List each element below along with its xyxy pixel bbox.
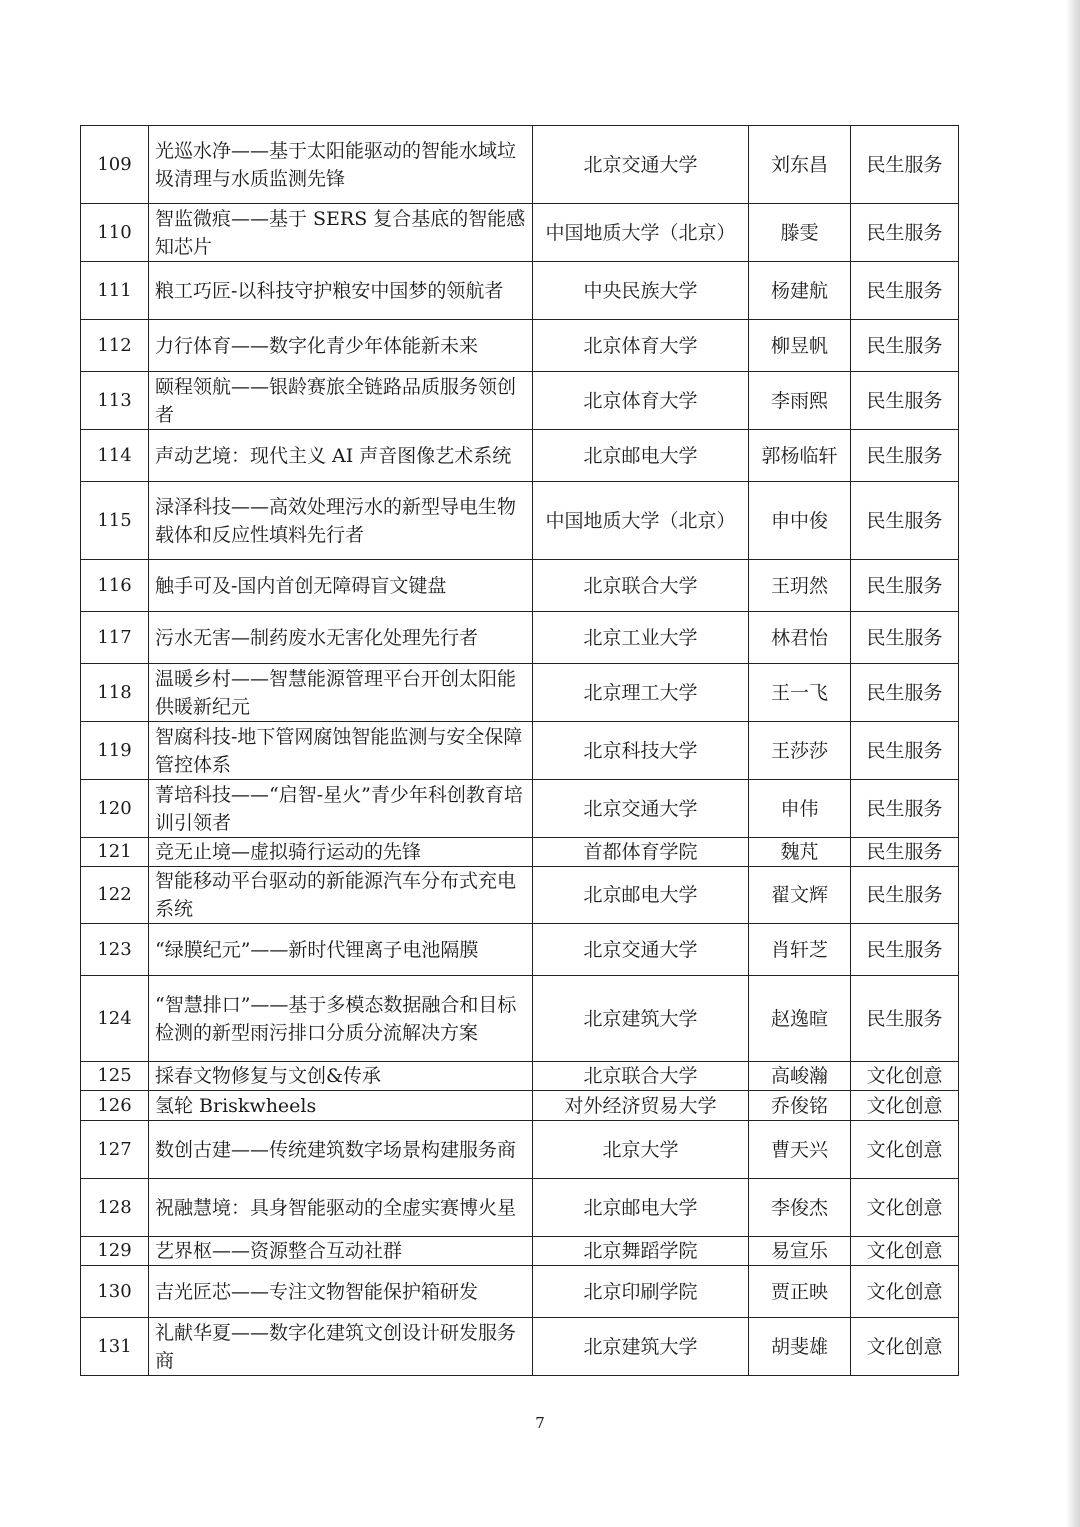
- row-number: 117: [81, 612, 149, 664]
- table-row: [81, 924, 959, 976]
- school-name: 中国地质大学（北京）: [533, 482, 749, 560]
- table-row: [81, 1237, 959, 1266]
- category-label: 民生服务: [851, 838, 959, 867]
- row-number: 131: [81, 1318, 149, 1376]
- leader-name: 王莎莎: [749, 722, 851, 780]
- leader-name: 李雨熙: [749, 372, 851, 430]
- school-name: 北京体育大学: [533, 320, 749, 372]
- leader-name: 魏芃: [749, 838, 851, 867]
- table-row: [81, 664, 959, 722]
- category-label: 民生服务: [851, 430, 959, 482]
- leader-name: 赵逸暄: [749, 976, 851, 1062]
- project-title: 智腐科技-地下管网腐蚀智能监测与安全保障管控体系: [149, 722, 533, 780]
- row-number: 122: [81, 867, 149, 924]
- table-row: [81, 1318, 959, 1376]
- school-name: 北京体育大学: [533, 372, 749, 430]
- category-label: 文化创意: [851, 1179, 959, 1237]
- category-label: 文化创意: [851, 1062, 959, 1091]
- project-title: 温暖乡村——智慧能源管理平台开创太阳能供暖新纪元: [149, 664, 533, 722]
- school-name: 北京建筑大学: [533, 1318, 749, 1376]
- category-label: 文化创意: [851, 1237, 959, 1266]
- category-label: 文化创意: [851, 1318, 959, 1376]
- school-name: 中央民族大学: [533, 262, 749, 320]
- leader-name: 郭杨临轩: [749, 430, 851, 482]
- project-title: “智慧排口”——基于多模态数据融合和目标检测的新型雨污排口分质分流解决方案: [149, 976, 533, 1062]
- table-row: [81, 1062, 959, 1091]
- table-row: [81, 430, 959, 482]
- leader-name: 乔俊铭: [749, 1091, 851, 1121]
- row-number: 126: [81, 1091, 149, 1121]
- table-row: [81, 838, 959, 867]
- category-label: 民生服务: [851, 372, 959, 430]
- school-name: 北京大学: [533, 1121, 749, 1179]
- leader-name: 林君怡: [749, 612, 851, 664]
- project-title: 污水无害—制药废水无害化处理先行者: [149, 612, 533, 664]
- row-number: 112: [81, 320, 149, 372]
- category-label: 文化创意: [851, 1266, 959, 1318]
- category-label: 民生服务: [851, 664, 959, 722]
- project-title: 菁培科技——“启智-星火”青少年科创教育培训引领者: [149, 780, 533, 838]
- category-label: 民生服务: [851, 722, 959, 780]
- project-title: 光巡水净——基于太阳能驱动的智能水域垃圾清理与水质监测先锋: [149, 126, 533, 204]
- project-title: 智监微痕——基于 SERS 复合基底的智能感知芯片: [149, 204, 533, 262]
- project-title: 声动艺境：现代主义 AI 声音图像艺术系统: [149, 430, 533, 482]
- school-name: 北京邮电大学: [533, 1179, 749, 1237]
- leader-name: 高峻瀚: [749, 1062, 851, 1091]
- project-title: 粮工巧匠-以科技守护粮安中国梦的领航者: [149, 262, 533, 320]
- school-name: 北京建筑大学: [533, 976, 749, 1062]
- row-number: 118: [81, 664, 149, 722]
- row-number: 120: [81, 780, 149, 838]
- table-row: [81, 204, 959, 262]
- row-number: 121: [81, 838, 149, 867]
- project-title: 颐程领航——银龄赛旅全链路品质服务领创者: [149, 372, 533, 430]
- project-table: [80, 125, 959, 1376]
- project-title: 祝融慧境：具身智能驱动的全虚实赛博火星: [149, 1179, 533, 1237]
- table-row: [81, 1179, 959, 1237]
- project-title: 渌泽科技——高效处理污水的新型导电生物载体和反应性填料先行者: [149, 482, 533, 560]
- category-label: 民生服务: [851, 976, 959, 1062]
- table-row: [81, 1121, 959, 1179]
- leader-name: 翟文辉: [749, 867, 851, 924]
- table-row: [81, 262, 959, 320]
- leader-name: 申中俊: [749, 482, 851, 560]
- leader-name: 申伟: [749, 780, 851, 838]
- leader-name: 曹天兴: [749, 1121, 851, 1179]
- school-name: 北京交通大学: [533, 780, 749, 838]
- row-number: 119: [81, 722, 149, 780]
- table-row: [81, 1091, 959, 1121]
- table-row: [81, 372, 959, 430]
- school-name: 对外经济贸易大学: [533, 1091, 749, 1121]
- leader-name: 肖轩芝: [749, 924, 851, 976]
- row-number: 125: [81, 1062, 149, 1091]
- category-label: 民生服务: [851, 126, 959, 204]
- leader-name: 胡斐雄: [749, 1318, 851, 1376]
- table-row: [81, 780, 959, 838]
- school-name: 北京邮电大学: [533, 430, 749, 482]
- leader-name: 杨建航: [749, 262, 851, 320]
- row-number: 124: [81, 976, 149, 1062]
- project-title: 採春文物修复与文创&传承: [149, 1062, 533, 1091]
- school-name: 北京联合大学: [533, 1062, 749, 1091]
- project-title: 吉光匠芯——专注文物智能保护箱研发: [149, 1266, 533, 1318]
- project-title: “绿膜纪元”——新时代锂离子电池隔膜: [149, 924, 533, 976]
- page-number: 7: [535, 1414, 545, 1432]
- school-name: 北京理工大学: [533, 664, 749, 722]
- table-row: [81, 867, 959, 924]
- project-title: 艺界枢——资源整合互动社群: [149, 1237, 533, 1266]
- school-name: 北京交通大学: [533, 126, 749, 204]
- school-name: 北京邮电大学: [533, 867, 749, 924]
- row-number: 127: [81, 1121, 149, 1179]
- leader-name: 滕雯: [749, 204, 851, 262]
- row-number: 116: [81, 560, 149, 612]
- school-name: 北京交通大学: [533, 924, 749, 976]
- table-row: [81, 1266, 959, 1318]
- school-name: 中国地质大学（北京）: [533, 204, 749, 262]
- category-label: 民生服务: [851, 612, 959, 664]
- category-label: 民生服务: [851, 320, 959, 372]
- leader-name: 李俊杰: [749, 1179, 851, 1237]
- row-number: 113: [81, 372, 149, 430]
- row-number: 111: [81, 262, 149, 320]
- project-title: 数创古建——传统建筑数字场景构建服务商: [149, 1121, 533, 1179]
- table-row: [81, 722, 959, 780]
- row-number: 123: [81, 924, 149, 976]
- category-label: 民生服务: [851, 482, 959, 560]
- school-name: 北京联合大学: [533, 560, 749, 612]
- row-number: 114: [81, 430, 149, 482]
- table-row: [81, 482, 959, 560]
- table-row: [81, 976, 959, 1062]
- row-number: 110: [81, 204, 149, 262]
- category-label: 民生服务: [851, 867, 959, 924]
- school-name: 北京舞蹈学院: [533, 1237, 749, 1266]
- table-row: [81, 560, 959, 612]
- leader-name: 刘东昌: [749, 126, 851, 204]
- category-label: 民生服务: [851, 560, 959, 612]
- school-name: 北京科技大学: [533, 722, 749, 780]
- leader-name: 柳昱帆: [749, 320, 851, 372]
- leader-name: 贾正映: [749, 1266, 851, 1318]
- row-number: 130: [81, 1266, 149, 1318]
- table-row: [81, 320, 959, 372]
- category-label: 文化创意: [851, 1121, 959, 1179]
- row-number: 128: [81, 1179, 149, 1237]
- table-row: [81, 612, 959, 664]
- project-table-body: [81, 126, 959, 1376]
- row-number: 129: [81, 1237, 149, 1266]
- category-label: 民生服务: [851, 924, 959, 976]
- school-name: 首都体育学院: [533, 838, 749, 867]
- page-edge-shadow: [1066, 0, 1080, 1527]
- table-row: [81, 126, 959, 204]
- row-number: 115: [81, 482, 149, 560]
- project-title: 礼献华夏——数字化建筑文创设计研发服务商: [149, 1318, 533, 1376]
- category-label: 民生服务: [851, 204, 959, 262]
- school-name: 北京印刷学院: [533, 1266, 749, 1318]
- project-title: 触手可及-国内首创无障碍盲文键盘: [149, 560, 533, 612]
- project-title: 力行体育——数字化青少年体能新未来: [149, 320, 533, 372]
- leader-name: 王一飞: [749, 664, 851, 722]
- category-label: 文化创意: [851, 1091, 959, 1121]
- project-title: 竞无止境—虚拟骑行运动的先锋: [149, 838, 533, 867]
- project-title: 智能移动平台驱动的新能源汽车分布式充电系统: [149, 867, 533, 924]
- leader-name: 王玥然: [749, 560, 851, 612]
- leader-name: 易宣乐: [749, 1237, 851, 1266]
- category-label: 民生服务: [851, 780, 959, 838]
- project-title: 氢轮 Briskwheels: [149, 1091, 533, 1121]
- category-label: 民生服务: [851, 262, 959, 320]
- row-number: 109: [81, 126, 149, 204]
- school-name: 北京工业大学: [533, 612, 749, 664]
